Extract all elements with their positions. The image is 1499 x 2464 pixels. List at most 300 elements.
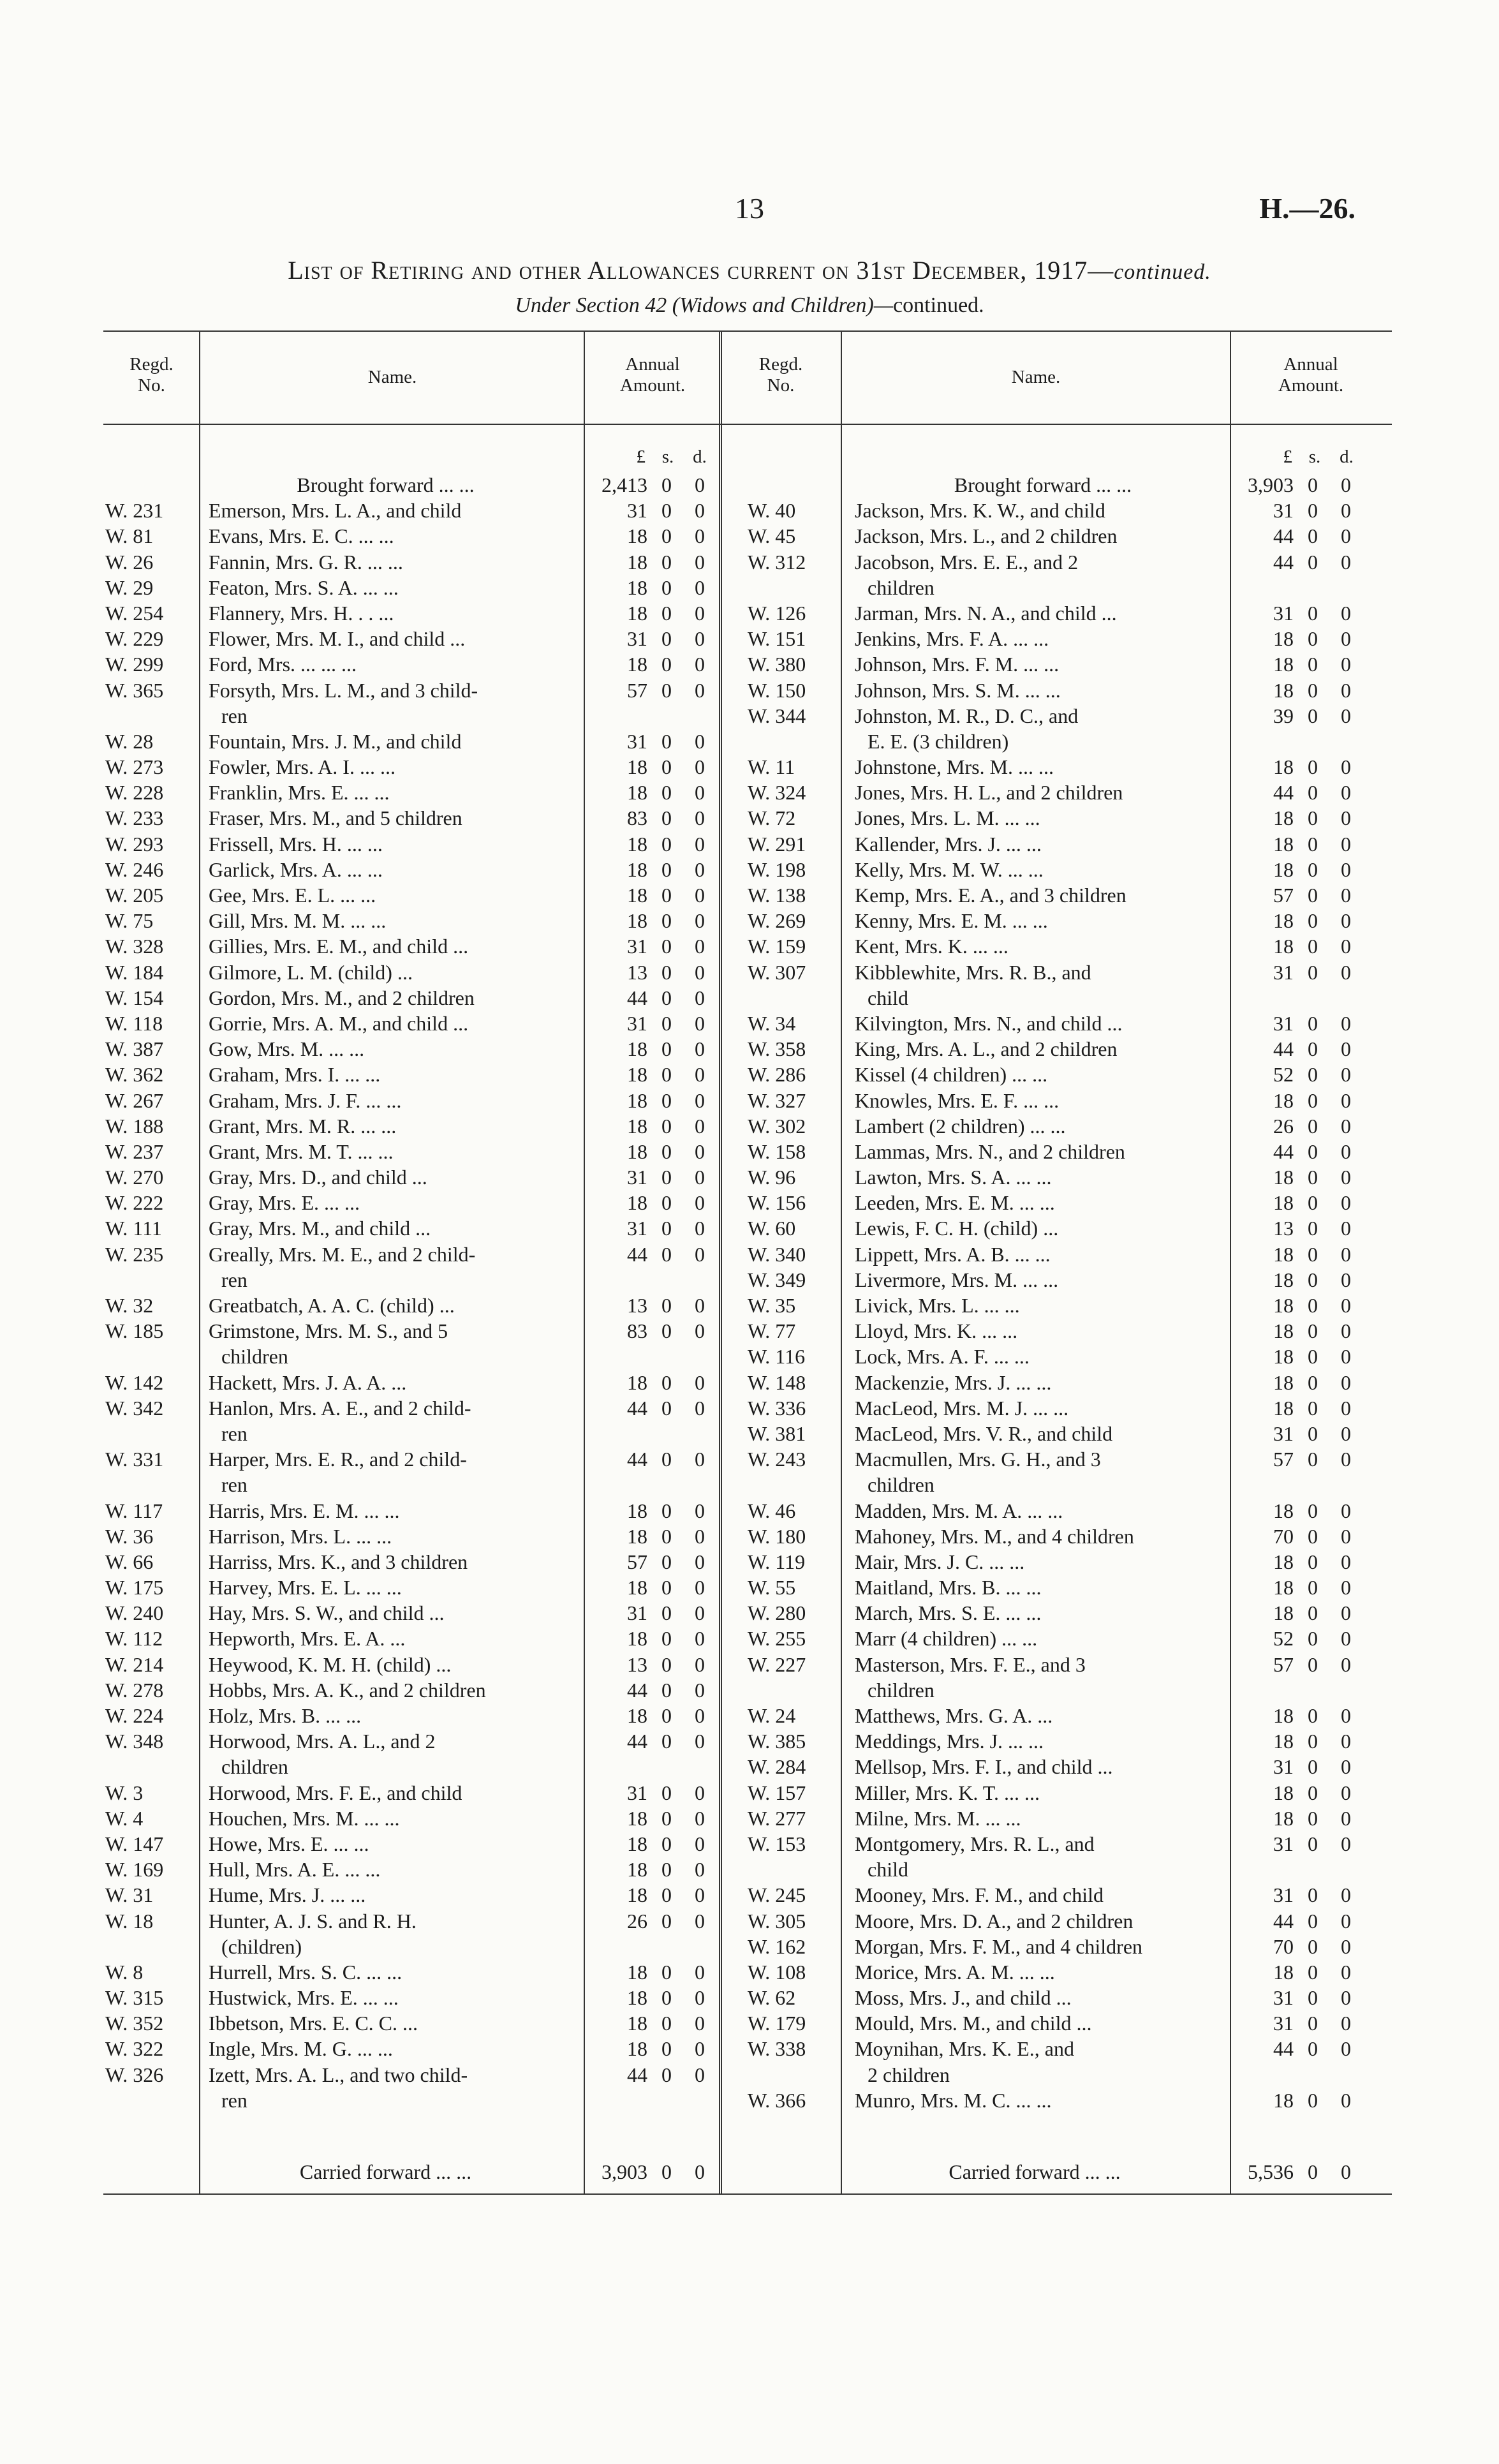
amount-pence: 0	[1341, 1781, 1351, 1804]
amount-pence: 0	[1341, 806, 1351, 830]
allowee-name: Marr (4 children) ... ...	[855, 1627, 1038, 1651]
regd-no: W. 231	[105, 499, 164, 523]
amount-shillings: 0	[661, 1242, 672, 1266]
regd-no: W. 159	[748, 935, 806, 958]
table-row	[748, 2088, 1392, 2113]
regd-no: W. 28	[105, 729, 154, 753]
allowee-name: Hustwick, Mrs. E. ... ...	[209, 1986, 399, 2010]
table-row	[748, 600, 1392, 626]
table-row	[748, 1318, 1392, 1344]
regd-no: W. 270	[105, 1166, 164, 1189]
amount-shillings: 0	[1308, 1037, 1318, 1061]
amount-pence: 0	[1341, 1268, 1351, 1291]
amount-pounds: 18	[627, 1806, 647, 1830]
amount-shillings: 0	[1308, 1345, 1318, 1369]
allowee-name: Hume, Mrs. J. ... ...	[209, 1883, 366, 1907]
amount-pounds: 18	[1273, 909, 1294, 933]
allowee-name: Jarman, Mrs. N. A., and child ...	[855, 601, 1117, 625]
allowee-name: children	[221, 1755, 288, 1779]
amount-pounds: 18	[627, 601, 647, 625]
allowee-name: Evans, Mrs. E. C. ... ...	[209, 524, 394, 548]
allowee-name: Macmullen, Mrs. G. H., and 3	[855, 1448, 1101, 1471]
regd-no: W. 269	[748, 909, 806, 933]
amount-pounds: 18	[627, 1576, 647, 1599]
regd-no: W. 156	[748, 1191, 806, 1215]
allowee-name: Flower, Mrs. M. I., and child ...	[209, 627, 466, 651]
amount-pounds: 31	[1273, 1986, 1294, 2010]
regd-no: W. 380	[748, 653, 806, 676]
allowee-name: Hackett, Mrs. J. A. A. ...	[209, 1370, 407, 1394]
table-row	[748, 1267, 1392, 1293]
table-row	[748, 2062, 1392, 2088]
amount-pence: 0	[695, 1139, 705, 1163]
table-row	[748, 1600, 1392, 1626]
amount-shillings: 0	[1308, 1550, 1318, 1573]
amount-pounds: 31	[627, 627, 647, 651]
amount-shillings: 0	[1308, 1986, 1318, 2010]
amount-pence: 0	[695, 653, 705, 676]
header-regd-no: Regd. No.	[758, 354, 803, 396]
amount-shillings: 0	[1308, 1499, 1318, 1522]
table-row	[105, 1857, 718, 1882]
amount-pounds: 70	[1273, 1934, 1294, 1958]
amount-pence: 0	[695, 1550, 705, 1573]
allowee-name: Grant, Mrs. M. T. ... ...	[209, 1139, 394, 1163]
regd-no: W. 254	[105, 601, 164, 625]
allowee-name: Morice, Mrs. A. M. ... ...	[855, 1960, 1055, 1984]
amount-pounds: 31	[1273, 499, 1294, 523]
amount-pence: 0	[1341, 1396, 1351, 1420]
table-row	[105, 933, 718, 959]
amount-pence: 0	[695, 806, 705, 830]
amount-shillings: 0	[661, 1781, 672, 1804]
amount-pounds: 13	[1273, 1217, 1294, 1240]
amount-shillings: 0	[1308, 653, 1318, 676]
allowee-name: Jacobson, Mrs. E. E., and 2	[855, 550, 1079, 574]
amount-pounds: 44	[1273, 2037, 1294, 2061]
table-row	[105, 960, 718, 985]
title-italic: continued.	[1114, 260, 1211, 284]
amount-pounds: 31	[627, 729, 647, 753]
regd-no: W. 108	[748, 1960, 806, 1984]
amount-pence: 0	[695, 678, 705, 702]
table-row	[105, 1318, 718, 1344]
allowee-name: Gill, Mrs. M. M. ... ...	[209, 909, 387, 933]
table-row	[105, 2036, 718, 2061]
amount-pence: 0	[1341, 1319, 1351, 1343]
table-row	[748, 1395, 1392, 1421]
allowee-name: Mackenzie, Mrs. J. ... ...	[855, 1370, 1052, 1394]
allowee-name: Horwood, Mrs. F. E., and child	[209, 1781, 462, 1804]
amount-shillings: 0	[1308, 1960, 1318, 1984]
amount-pence: 0	[695, 832, 705, 856]
regd-no: W. 34	[748, 1011, 796, 1035]
amount-pence: 0	[695, 1037, 705, 1061]
regd-no: W. 142	[105, 1370, 164, 1394]
amount-pounds: 18	[1273, 1242, 1294, 1266]
regd-no: W. 185	[105, 1319, 164, 1343]
amount-pounds: 18	[627, 1627, 647, 1651]
regd-no: W. 179	[748, 2012, 806, 2035]
amount-pence: 0	[1341, 1166, 1351, 1189]
amount-shillings: 0	[1308, 1370, 1318, 1394]
amount-pence: 0	[1341, 2037, 1351, 2061]
allowee-name: Ibbetson, Mrs. E. C. C. ...	[209, 2012, 418, 2035]
regd-no: W. 60	[748, 1217, 796, 1240]
amount-pence: 0	[1341, 1217, 1351, 1240]
amount-pence: 0	[695, 1627, 705, 1651]
regd-no: W. 291	[748, 832, 806, 856]
amount-shillings: 0	[661, 2037, 672, 2061]
amount-pence: 0	[1341, 1960, 1351, 1984]
allowee-name: children	[868, 1678, 934, 1702]
amount-pence: 0	[1341, 1704, 1351, 1727]
amount-pounds: 2,413	[602, 473, 647, 496]
amount-pence: 0	[695, 550, 705, 574]
regd-no: W. 18	[105, 1909, 154, 1933]
table-row	[105, 1549, 718, 1575]
table-row	[105, 575, 718, 600]
allowee-name: children	[868, 575, 934, 599]
table-row	[748, 857, 1392, 882]
allowee-name: Lammas, Mrs. N., and 2 children	[855, 1139, 1125, 1163]
table-row	[748, 729, 1392, 754]
regd-no: W. 148	[748, 1370, 806, 1394]
amount-pounds: 31	[1273, 2012, 1294, 2035]
allowee-name: Harrison, Mrs. L. ... ...	[209, 1524, 392, 1548]
amount-pounds: 57	[1273, 1448, 1294, 1471]
amount-pence: 0	[1341, 678, 1351, 702]
amount-pence: 0	[1341, 935, 1351, 958]
table-row	[748, 831, 1392, 857]
allowee-name: 2 children	[868, 2063, 950, 2086]
amount-shillings: 0	[1308, 755, 1318, 779]
table-row	[105, 985, 718, 1011]
table-row	[105, 1600, 718, 1626]
amount-pounds: 52	[1273, 1063, 1294, 1087]
amount-pounds: 31	[627, 1781, 647, 1804]
amount-shillings: 0	[661, 1114, 672, 1138]
amount-shillings: 0	[661, 832, 672, 856]
amount-pence: 0	[1341, 2012, 1351, 2035]
amount-shillings: 0	[1308, 1114, 1318, 1138]
allowee-name: Maitland, Mrs. B. ... ...	[855, 1576, 1042, 1599]
regd-no: W. 180	[748, 1524, 806, 1548]
allowee-name: Hurrell, Mrs. S. C. ... ...	[209, 1960, 402, 1984]
amount-pounds: 18	[627, 1139, 647, 1163]
regd-no: W. 45	[748, 524, 796, 548]
allowee-name: Harper, Mrs. E. R., and 2 child-	[209, 1448, 467, 1471]
table-row	[105, 1113, 718, 1139]
amount-shillings: 0	[661, 909, 672, 933]
table-row	[105, 882, 718, 908]
allowee-name: Knowles, Mrs. E. F. ... ...	[855, 1088, 1060, 1112]
allowee-name: Franklin, Mrs. E. ... ...	[209, 781, 390, 805]
amount-shillings: 0	[661, 473, 672, 496]
allowee-name: ren	[221, 2088, 247, 2112]
amount-pence: 0	[695, 857, 705, 881]
column-divider	[719, 330, 722, 2193]
allowee-name: ren	[221, 704, 247, 727]
amount-pence: 0	[695, 1524, 705, 1548]
amount-shillings: 0	[661, 1678, 672, 1702]
carried-forward-right: Carried forward ... ... 5,536 0 0	[949, 2160, 1351, 2183]
allowee-name: Lambert (2 children) ... ...	[855, 1114, 1066, 1138]
amount-pounds: 26	[1273, 1114, 1294, 1138]
regd-no: W. 324	[748, 781, 806, 805]
amount-pounds: 31	[627, 1011, 647, 1035]
amount-pounds: 44	[1273, 1909, 1294, 1933]
amount-pence: 0	[695, 1781, 705, 1804]
table-row	[748, 1626, 1392, 1651]
table-row	[105, 1524, 718, 1549]
allowee-name: Kelly, Mrs. M. W. ... ...	[855, 857, 1044, 881]
amount-shillings: 0	[1308, 1883, 1318, 1907]
table-row	[105, 729, 718, 754]
amount-pence: 0	[695, 2037, 705, 2061]
allowee-name: E. E. (3 children)	[868, 729, 1009, 753]
table-row	[105, 1446, 718, 1472]
amount-pounds: 31	[1273, 1421, 1294, 1445]
table-row	[748, 472, 1392, 498]
table-row	[105, 703, 718, 729]
allowee-name: Flannery, Mrs. H. . . ...	[209, 601, 394, 625]
amount-pounds: 18	[627, 781, 647, 805]
table-row	[748, 1293, 1392, 1318]
amount-shillings: 0	[661, 1806, 672, 1830]
amount-pounds: 18	[1273, 1268, 1294, 1291]
amount-pence: 0	[695, 1576, 705, 1599]
allowee-name: Fowler, Mrs. A. I. ... ...	[209, 755, 395, 779]
amount-shillings: 0	[661, 1652, 672, 1676]
amount-shillings: 0	[1308, 1627, 1318, 1651]
amount-shillings: 0	[661, 550, 672, 574]
regd-no: W. 31	[105, 1883, 154, 1907]
regd-no: W. 342	[105, 1396, 164, 1420]
table-row	[105, 651, 718, 677]
allowee-name: Livermore, Mrs. M. ... ...	[855, 1268, 1059, 1291]
regd-no: W. 162	[748, 1934, 806, 1958]
amount-pence: 0	[695, 1678, 705, 1702]
table-row	[748, 754, 1392, 780]
amount-pence: 0	[1341, 1806, 1351, 1830]
table-row	[105, 1754, 718, 1779]
amount-pence: 0	[1341, 524, 1351, 548]
amount-pence: 0	[1341, 1063, 1351, 1087]
allowee-name: Houchen, Mrs. M. ... ...	[209, 1806, 400, 1830]
amount-pounds: 18	[1273, 1345, 1294, 1369]
allowee-name: Moynihan, Mrs. K. E., and	[855, 2037, 1074, 2061]
amount-pounds: 18	[1273, 806, 1294, 830]
allowee-name: Horwood, Mrs. A. L., and 2	[209, 1730, 436, 1753]
table-row	[105, 1062, 718, 1087]
amount-shillings: 0	[661, 806, 672, 830]
amount-pounds: 31	[627, 1217, 647, 1240]
amount-pence: 0	[1341, 601, 1351, 625]
table-row	[748, 1524, 1392, 1549]
table-row	[105, 1882, 718, 1908]
amount-pence: 0	[1341, 1909, 1351, 1933]
amount-pounds: 31	[1273, 1011, 1294, 1035]
amount-pence: 0	[1341, 1037, 1351, 1061]
regd-no: W. 277	[748, 1806, 806, 1830]
amount-pence: 0	[1341, 1448, 1351, 1471]
amount-shillings: 0	[661, 1370, 672, 1394]
table-row	[105, 1498, 718, 1524]
table-row	[105, 1344, 718, 1369]
regd-no: W. 240	[105, 1601, 164, 1625]
allowee-name: Miller, Mrs. K. T. ... ...	[855, 1781, 1040, 1804]
allowee-name: Featon, Mrs. S. A. ... ...	[209, 575, 399, 599]
amount-shillings: 0	[1308, 1294, 1318, 1317]
allowee-name: Mair, Mrs. J. C. ... ...	[855, 1550, 1025, 1573]
amount-pence: 0	[695, 1652, 705, 1676]
amount-pounds: 18	[627, 1986, 647, 2010]
amount-pence: 0	[1341, 1421, 1351, 1445]
amount-shillings: 0	[661, 1960, 672, 1984]
allowee-name: Lock, Mrs. A. F. ... ...	[855, 1345, 1030, 1369]
allowee-name: Hepworth, Mrs. E. A. ...	[209, 1627, 406, 1651]
document-reference: H.—26.	[1259, 192, 1355, 225]
allowee-name: Graham, Mrs. I. ... ...	[209, 1063, 381, 1087]
amount-shillings: 0	[661, 1576, 672, 1599]
regd-no: W. 305	[748, 1909, 806, 1933]
regd-no: W. 331	[105, 1448, 164, 1471]
regd-no: W. 338	[748, 2037, 806, 2061]
amount-pence: 0	[695, 1088, 705, 1112]
amount-pence: 0	[1341, 2088, 1351, 2112]
regd-no: W. 385	[748, 1730, 806, 1753]
regd-no: W. 36	[105, 1524, 154, 1548]
amount-pounds: 18	[627, 1499, 647, 1522]
amount-pence: 0	[695, 1883, 705, 1907]
regd-no: W. 62	[748, 1986, 796, 2010]
regd-no: W. 75	[105, 909, 154, 933]
amount-pence: 0	[695, 1858, 705, 1881]
regd-no: W. 229	[105, 627, 164, 651]
amount-shillings: 0	[1308, 1832, 1318, 1855]
allowee-name: Gilmore, L. M. (child) ...	[209, 960, 413, 984]
amount-pence: 0	[1341, 1601, 1351, 1625]
amount-pounds: 83	[627, 1319, 647, 1343]
regd-no: W. 111	[105, 1217, 162, 1240]
amount-pounds: 31	[1273, 1755, 1294, 1779]
amount-shillings: 0	[1308, 1217, 1318, 1240]
amount-pounds: 57	[1273, 1652, 1294, 1676]
regd-no: W. 366	[748, 2088, 806, 2112]
subtitle-plain: continued.	[893, 293, 984, 317]
table-row	[748, 1498, 1392, 1524]
allowee-name: Gillies, Mrs. E. M., and child ...	[209, 935, 469, 958]
amount-pence: 0	[1341, 1191, 1351, 1215]
allowee-name: Gee, Mrs. E. L. ... ...	[209, 884, 376, 907]
regd-no: W. 312	[748, 550, 806, 574]
amount-pounds: 18	[627, 1037, 647, 1061]
amount-pounds: 18	[627, 884, 647, 907]
amount-pounds: 13	[627, 1652, 647, 1676]
amount-shillings: 0	[1308, 1755, 1318, 1779]
allowee-name: March, Mrs. S. E. ... ...	[855, 1601, 1042, 1625]
table-row	[748, 780, 1392, 805]
allowee-name: Emerson, Mrs. L. A., and child	[209, 499, 462, 523]
amount-shillings: 0	[1308, 1242, 1318, 1266]
amount-shillings: 0	[661, 1396, 672, 1420]
regd-no: W. 77	[748, 1319, 796, 1343]
regd-no: W. 233	[105, 806, 164, 830]
amount-pounds: 18	[1273, 653, 1294, 676]
table-row	[748, 1011, 1392, 1036]
table-row	[748, 2036, 1392, 2061]
allowee-name: Forsyth, Mrs. L. M., and 3 child-	[209, 678, 478, 702]
table-row	[105, 1934, 718, 1959]
allowee-name: Matthews, Mrs. G. A. ...	[855, 1704, 1053, 1727]
allowee-name: Jones, Mrs. L. M. ... ...	[855, 806, 1040, 830]
regd-no: W. 4	[105, 1806, 144, 1830]
table-row	[748, 1806, 1392, 1831]
allowee-name: Johnson, Mrs. F. M. ... ...	[855, 653, 1060, 676]
regd-no: W. 116	[748, 1345, 806, 1369]
allowee-name: MacLeod, Mrs. V. R., and child	[855, 1421, 1113, 1445]
amount-shillings: 0	[1308, 1576, 1318, 1599]
amount-pence: 0	[695, 755, 705, 779]
allowee-name: Hull, Mrs. A. E. ... ...	[209, 1858, 381, 1881]
allowee-name: Gray, Mrs. D., and child ...	[209, 1166, 427, 1189]
table-row	[105, 1190, 718, 1215]
regd-no: W. 3	[105, 1781, 144, 1804]
amount-pounds: 57	[627, 678, 647, 702]
amount-pence: 0	[695, 1960, 705, 1984]
amount-pence: 0	[695, 909, 705, 933]
allowee-name: (children)	[221, 1934, 302, 1958]
table-row	[105, 600, 718, 626]
allowee-name: Kenny, Mrs. E. M. ... ...	[855, 909, 1048, 933]
amount-pounds: 18	[1273, 1960, 1294, 1984]
amount-shillings: 0	[1308, 806, 1318, 830]
amount-pounds: 18	[627, 1063, 647, 1087]
amount-pounds: 18	[627, 2012, 647, 2035]
allowee-name: Grant, Mrs. M. R. ... ...	[209, 1114, 397, 1138]
amount-pounds: 18	[1273, 832, 1294, 856]
table-bottom-rule	[103, 2193, 1392, 2195]
table-row	[105, 831, 718, 857]
regd-no: W. 11	[748, 755, 795, 779]
table-row	[748, 1344, 1392, 1369]
amount-shillings: 0	[661, 653, 672, 676]
table-row	[748, 575, 1392, 600]
amount-shillings: 0	[1308, 524, 1318, 548]
amount-pence: 0	[1341, 1986, 1351, 2010]
amount-pounds: 44	[627, 1396, 647, 1420]
allowee-name: Kallender, Mrs. J. ... ...	[855, 832, 1042, 856]
amount-pounds: 44	[627, 2063, 647, 2086]
regd-no: W. 322	[105, 2037, 164, 2061]
regd-no: W. 96	[748, 1166, 796, 1189]
amount-pounds: 44	[627, 986, 647, 1009]
regd-no: W. 205	[105, 884, 164, 907]
allowee-name: Johnson, Mrs. S. M. ... ...	[855, 678, 1061, 702]
amount-pence: 0	[1341, 1524, 1351, 1548]
amount-pence: 0	[695, 1806, 705, 1830]
amount-shillings: 0	[1308, 857, 1318, 881]
amount-shillings: 0	[661, 1601, 672, 1625]
regd-no: W. 237	[105, 1139, 164, 1163]
table-row	[748, 882, 1392, 908]
amount-shillings: 0	[1308, 884, 1318, 907]
amount-pounds: 18	[1273, 755, 1294, 779]
table-row	[105, 1011, 718, 1036]
regd-no: W. 362	[105, 1063, 164, 1087]
table-row	[105, 678, 718, 703]
